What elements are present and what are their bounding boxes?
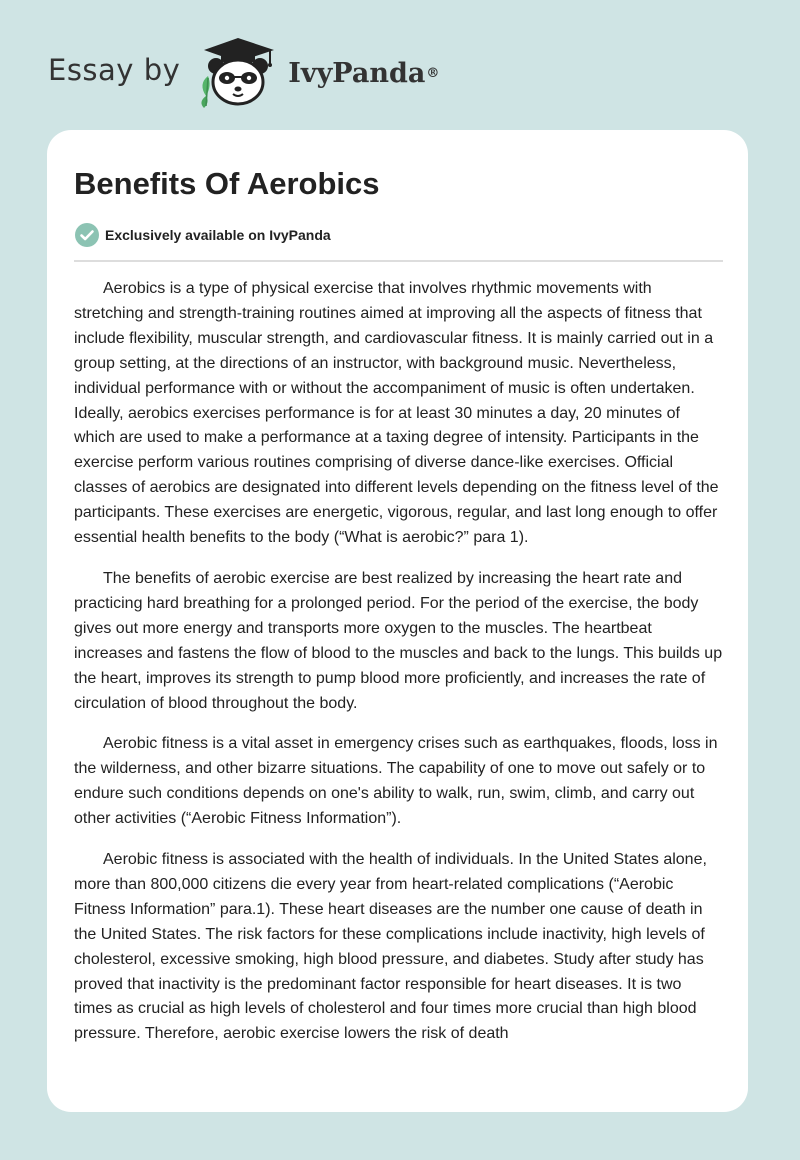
exclusive-label: Exclusively available on IvyPanda bbox=[105, 227, 331, 243]
registered-mark: ® bbox=[426, 65, 440, 81]
paragraph: Aerobics is a type of physical exercise that involves rhythmic movements with stretching and strength-training routines aimed at improving all the aspects of fitness that include flexibility, muscular strength, and cardiovascular fitness. It is mainly carried out in a group setting, at the directions of an instructor, with background music. Nevertheless, individual performance with or without the accompaniment of music is often undertaken. Ideally, aerobics exercises performance is for at least 30 minutes a day, 20 minutes of which are used to make a performance at a taxing degree of intensity. Participants in the exercise perform various routines comprising of diverse dance-like exercises. Official classes of aerobics are designated into different levels depending on the fitness level of the participants. These exercises are energetic, vigorous, regular, and last long enough to offer essential health benefits to the body (“What is aerobic?” para 1). bbox=[74, 280, 719, 547]
divider bbox=[74, 260, 723, 262]
essay-by-label: Essay by bbox=[48, 53, 181, 87]
essay-body bbox=[74, 277, 724, 1063]
brand-name: IvyPanda bbox=[288, 57, 426, 89]
page-title: Benefits Of Aerobics bbox=[74, 166, 380, 201]
paragraph: Aerobic fitness is associated with the health of individuals. In the United States alone, more than 800,000 citizens die every year from heart-related complications (“Aerobic Fitness Information” para.1). These heart diseases are the number one cause of death in the United States. The risk factors for these complications include inactivity, high levels of cholesterol, excessive smoking, high blood pressure, and diabetes. Study after study has proved that inactivity is the predominant factor responsible for heart diseases. It is two times as crucial as high levels of cholesterol and four times more crucial than high blood pressure. Therefore, aerobic exercise lowers the risk of death bbox=[74, 851, 707, 1043]
check-circle-icon bbox=[74, 222, 100, 248]
essay-card bbox=[47, 130, 748, 1112]
paragraph: The benefits of aerobic exercise are best realized by increasing the heart rate and practicing hard breathing for a prolonged period. For the period of the exercise, the body gives out more energy and transports more oxygen to the muscles. The heartbeat increases and fastens the flow of blood to the muscles and back to the lungs. This builds up the heart, improves its strength to pump blood more proficiently, and increases the rate of circulation of blood throughout the body. bbox=[74, 569, 723, 712]
panda-mascot-icon bbox=[194, 36, 282, 108]
site-logo[interactable] bbox=[48, 36, 439, 108]
paragraph: Aerobic fitness is a vital asset in emergency crises such as earthquakes, floods, loss in the wilderness, and other bizarre situations. The capability of one to move out safely or to endure such conditions depends on one's ability to walk, run, swim, climb, and carry out other activities (“Aerobic Fitness Information”). bbox=[74, 735, 718, 828]
exclusive-badge bbox=[74, 222, 331, 248]
